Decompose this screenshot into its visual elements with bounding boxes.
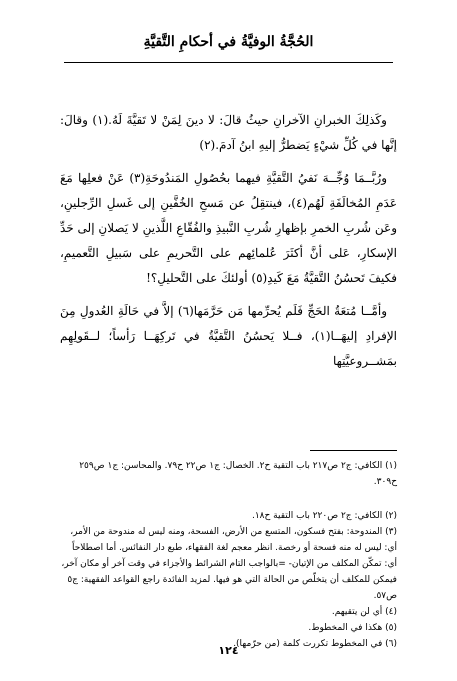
running-header: الحُجَّةُ الوفيَّةُ في أحكامِ التَّقيَّةِ (143, 34, 314, 50)
paragraph-1: وكَذلِكَ الخبرانِ الآخرانِ حيثُ قالَ: لا دينَ لِمَنْ لا تَقيَّةَ لَهُ.(١) وقالَ: إنَّها في كُلِّ شيْءٍ يَضطرُّ إليهِ ابنُ آدمَ.(٢) (60, 113, 397, 152)
paragraph-3: وأمَّــا مُتعَةُ الحَجِّ فَلَم يُحرِّمها مَن حَرَّمَها(٦) إلاَّ في حَالَةِ العُدولِ مِنَ الإفرادِ إليهَــا(١)، فــلا يَحسُنُ التَّقيَّةُ في تَركِهَــا رَأساً؛ لــقَولِهِم بمَشــروعيَّتِها (60, 304, 397, 368)
footnote-1: (١) الكافي: ج٢ ص٢١٧ باب التقية ح٢. الخصال: ج١ ص٢٢ ح٧٩. والمحاسن: ج١ ص٢٥٩ ح٣٠٩. (79, 461, 397, 487)
footnote-divider (310, 450, 397, 451)
footnote-3: (٣) المندوحة: بفتح فسكون، المتسع من الأرض، الفسحة، ومنه ليس له مندوحة من الأمر، أي: ليس له منه فسحة أو رخصة. انظر معجم لغة الفقهاء، طبع دار النفائس. أما اصطلاحاً أي: تمكّن المكلف من الإتيان- =بالواجب التام الشرائط والأجزاء في وقت آخر أو مكان آخر، فيمكن للمكلف أن يتخلّص من الحالة التي هو فيها. لمزيد الفائدة راجع القواعد الفقهية: ج٥ ص٥٧. (61, 527, 397, 601)
footnotes (60, 458, 397, 652)
footnote-5: (٥) هكذا في المخطوط. (308, 623, 397, 633)
paragraph-2: ورُبَّــمَا وُجِّــهَ نَفيُ التَّقيَّةِ فيهما بحُصُولِ المَندُوحَةِ(٣) عَنْ فعلِها مَعَ عَدَمِ المُخالَفَةِ لَهُم(٤)، فينتقِلُ عن مَسحِ الخُفَّينِ إلى غَسلِ الرِّجلينِ، وعَن شُربِ الخمرِ بإظهارِ شُربِ النَّبيذِ والفُقّاعِ اللَّذينِ لا يَصلانِ إلى حَدِّ الإسكارِ، عَلى أنَّ أكثَرَ عُلمائِهم على التَّحريمِ على سَبيلِ التَّعميمِ، فكيفَ تَحسُنُ التَّقيَّةُ مَعَ كَيدِ(٥) أولئكَ على التَّحليلِ؟! (60, 171, 397, 285)
footnote-6: (٦) في المخطوط تكررت كلمة (من حرّمها). (233, 639, 397, 649)
main-text (60, 108, 397, 382)
page-number: ١٢٤ (218, 644, 239, 657)
footnote-2: (٢) الكافي: ج٢ ص٢٢٠ باب التقية ح١٨. (251, 511, 397, 521)
footnote-4: (٤) أي لن يتقيهم. (331, 607, 397, 617)
header-divider (64, 62, 393, 63)
